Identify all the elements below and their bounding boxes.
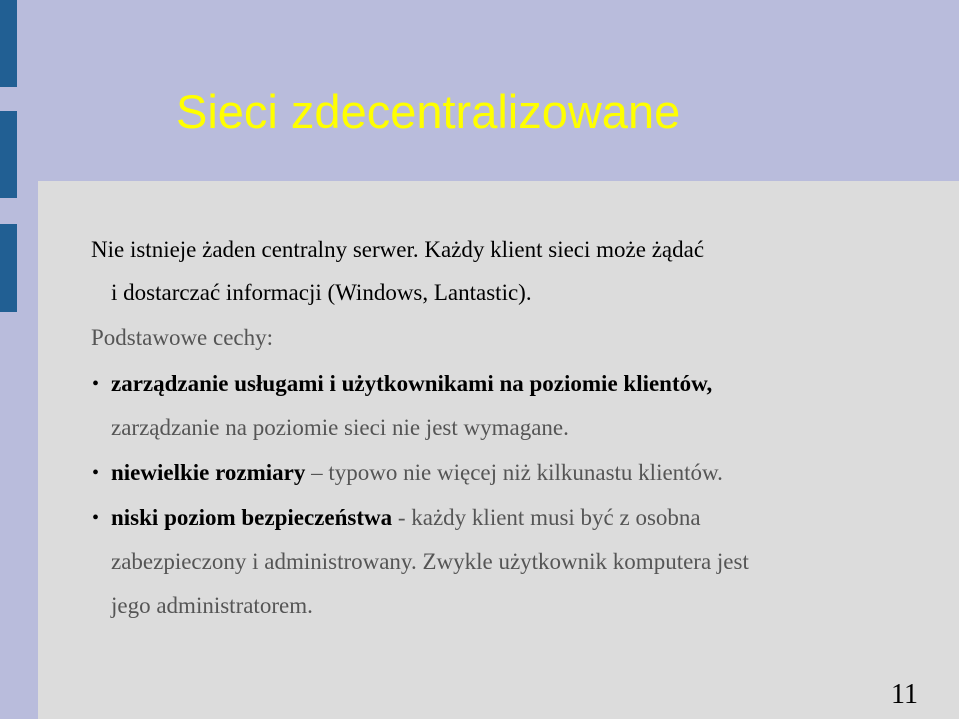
bullet-1-continuation: zarządzanie na poziomie sieci nie jest wymagane. — [111, 415, 569, 440]
bullet-marker-1: • — [92, 373, 100, 395]
left-accent-bar-middle — [0, 111, 17, 198]
bullet-item-2 — [111, 459, 723, 487]
bullet-2-text: – typowo nie więcej niż kilkunastu klientów. — [305, 460, 723, 485]
intro-line-1: Nie istnieje żaden centralny serwer. Każdy klient sieci może żądać — [91, 237, 705, 262]
bullet-2-bold: niewielkie rozmiary — [111, 460, 306, 485]
bullet-3-continuation: zabezpieczony i administrowany. Zwykle użytkownik komputera jest — [111, 549, 749, 574]
page-number: 11 — [891, 679, 918, 710]
bullet-item-1 — [111, 370, 712, 398]
left-accent-bar-top — [0, 0, 17, 87]
features-heading: Podstawowe cechy: — [91, 325, 274, 350]
bullet-1-bold: zarządzanie usługami i użytkownikami na poziomie klientów, — [111, 371, 713, 396]
bullet-3-bold: niski poziom bezpieczeństwa — [111, 505, 393, 530]
slide-title: Sieci zdecentralizowane — [176, 85, 681, 138]
bullet-marker-3: • — [92, 507, 100, 529]
bullet-3-text: - każdy klient musi być z osobna — [392, 505, 701, 530]
slide-content-panel — [38, 181, 959, 719]
intro-line-2: i dostarczać informacji (Windows, Lantastic). — [111, 280, 532, 305]
left-accent-bar-bottom — [0, 224, 17, 312]
bullet-3-continuation-2: jego administratorem. — [111, 593, 313, 618]
bullet-item-3 — [111, 504, 701, 532]
bullet-marker-2: • — [92, 462, 100, 484]
